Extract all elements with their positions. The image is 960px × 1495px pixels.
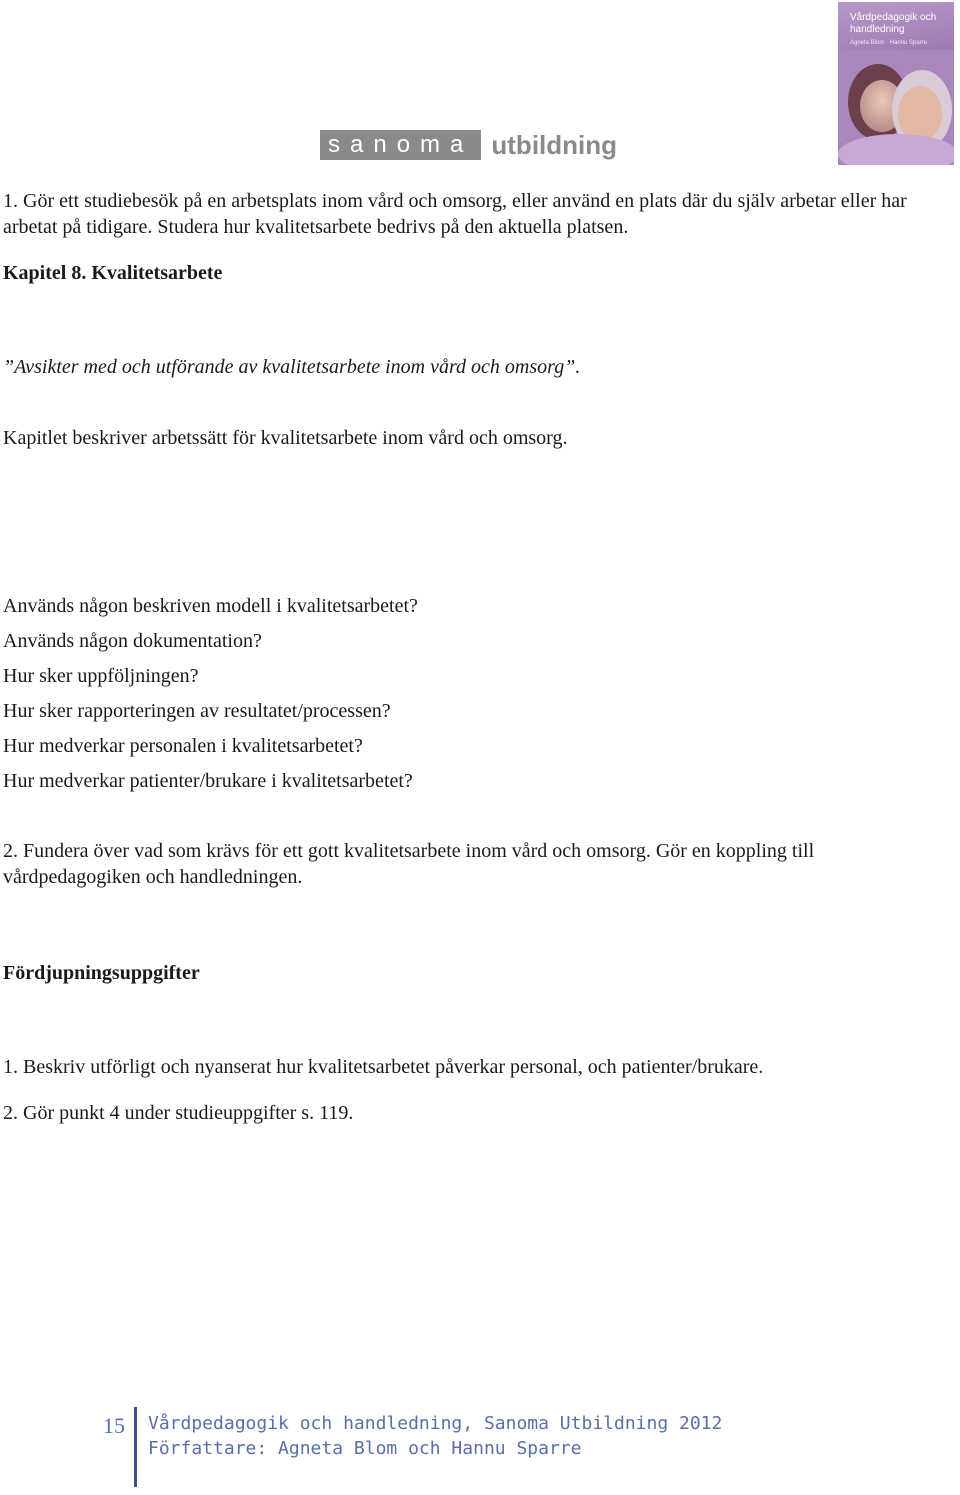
question-item: Hur medverkar patienter/brukare i kvalitetsarbetet?: [3, 770, 413, 792]
deep-task-item: 1. Beskriv utförligt och nyanserat hur kvalitetsarbetet påverkar personal, och patienter/brukare.: [3, 1056, 764, 1078]
chapter-title: Kapitel 8. Kvalitetsarbete: [3, 262, 223, 284]
cover-title: Vårdpedagogik och handledning: [850, 12, 937, 35]
task-2: 2. Fundera över vad som krävs för ett gott kvalitetsarbete inom vård och omsorg. Gör en koppling till vårdpedagogiken och handledningen.: [3, 840, 815, 888]
question-item: Hur sker uppföljningen?: [3, 665, 199, 687]
chapter-intro: Kapitlet beskriver arbetssätt för kvalitetsarbete inom vård och omsorg.: [3, 427, 568, 449]
question-item: Används någon beskriven modell i kvalitetsarbetet?: [3, 595, 418, 617]
deep-task-item: 2. Gör punkt 4 under studieuppgifter s. 119.: [3, 1102, 354, 1124]
footer-authors: Författare: Agneta Blom och Hannu Sparre: [148, 1438, 582, 1459]
question-item: Hur sker rapporteringen av resultatet/processen?: [3, 700, 391, 722]
logo-suffix: utbildning: [491, 129, 618, 160]
footer-divider: [134, 1407, 137, 1487]
cover-authors: Agneta Blom · Hannu Sparre: [850, 40, 928, 46]
task-1: 1. Gör ett studiebesök på en arbetsplats inom vård och omsorg, eller använd en plats där du själv arbetar eller har arbetat på tidigare. Studera hur kvalitetsarbete bedrivs på den aktuella platsen.: [3, 190, 907, 238]
question-item: Hur medverkar personalen i kvalitetsarbetet?: [3, 735, 363, 757]
publisher-logo: [320, 130, 617, 160]
page-number: 15: [103, 1413, 125, 1438]
question-item: Används någon dokumentation?: [3, 630, 262, 652]
footer-book-info: Vårdpedagogik och handledning, Sanoma Utbildning 2012: [148, 1413, 723, 1434]
logo-word: sanoma: [320, 130, 481, 160]
book-cover-image: [838, 2, 954, 165]
deep-tasks-heading: Fördjupningsuppgifter: [3, 962, 200, 984]
cover-photo-icon: [838, 50, 954, 165]
chapter-quote: ”Avsikter med och utförande av kvalitetsarbete inom vård och omsorg”.: [3, 356, 581, 378]
